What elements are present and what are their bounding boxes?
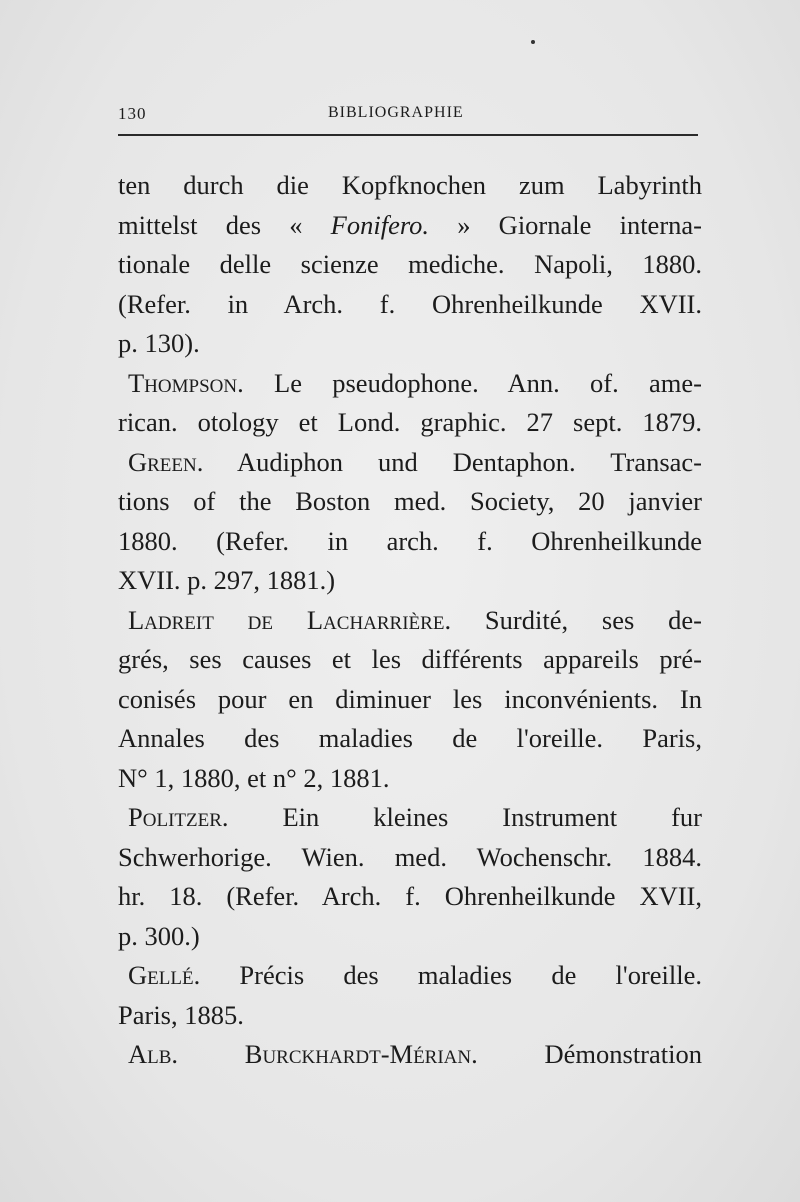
text-line: rican. otology et Lond. graphic. 27 sept. 1879. <box>118 407 702 437</box>
author-name: Green <box>128 446 197 477</box>
author-name: Politzer <box>128 802 222 832</box>
entry-politzer: Politzer. Ein kleines Instrument fur <box>128 802 702 832</box>
ink-speck <box>531 40 535 44</box>
text-line: (Refer. in Arch. f. Ohrenheilkunde XVII. <box>118 288 702 319</box>
text-line: Paris, 1885. <box>118 999 244 1030</box>
page-header <box>118 100 698 136</box>
running-head: BIBLIOGRAPHIE <box>328 104 464 121</box>
text-line: XVII. p. 297, 1881.) <box>118 565 336 595</box>
text-line: Schwerhorige. Wien. med. Wochenschr. 1884. <box>118 841 702 872</box>
text-line: p. 300.) <box>118 920 200 951</box>
entry-green: Green. Audiphon und Dentaphon. Transac- <box>128 446 702 477</box>
text-line: tionale delle scienze mediche. Napoli, 1880. <box>118 249 702 279</box>
text-line: grés, ses causes et les différents appareils pré- <box>118 644 702 674</box>
page-number: 130 <box>118 104 147 123</box>
author-name: Alb. Burckhardt-Mérian <box>128 1039 472 1069</box>
author-name: Gellé <box>128 960 194 990</box>
text-line: N° 1, 1880, et n° 2, 1881. <box>118 762 390 793</box>
text-line: tions of the Boston med. Society, 20 janvier <box>118 486 702 516</box>
author-name: Ladreit de Lacharrière <box>128 604 445 635</box>
journal-title-italic: Fonifero. <box>330 209 430 240</box>
author-name: Thompson <box>128 367 238 398</box>
text-line: 1880. (Refer. in arch. f. Ohrenheilkunde <box>118 525 702 556</box>
entry-thompson: Thompson. Le pseudophone. Ann. of. ame- <box>128 367 702 398</box>
text-line: mittelst des « Fonifero. » Giornale interna- <box>118 209 702 240</box>
text-line: hr. 18. (Refer. Arch. f. Ohrenheilkunde XVII, <box>118 881 702 911</box>
text-line: conisés pour en diminuer les inconvénients. In <box>118 683 702 714</box>
entry-ladreit: Ladreit de Lacharrière. Surdité, ses de- <box>128 604 702 635</box>
text-line: Annales des maladies de l'oreille. Paris, <box>118 723 702 753</box>
entry-gelle: Gellé. Précis des maladies de l'oreille. <box>128 960 702 990</box>
text-line: ten durch die Kopfknochen zum Labyrinth <box>118 170 702 200</box>
entry-burckhardt: Alb. Burckhardt-Mérian. Démonstration <box>128 1039 702 1069</box>
text-line: p. 130). <box>118 328 200 358</box>
bibliography-text <box>118 166 702 1075</box>
